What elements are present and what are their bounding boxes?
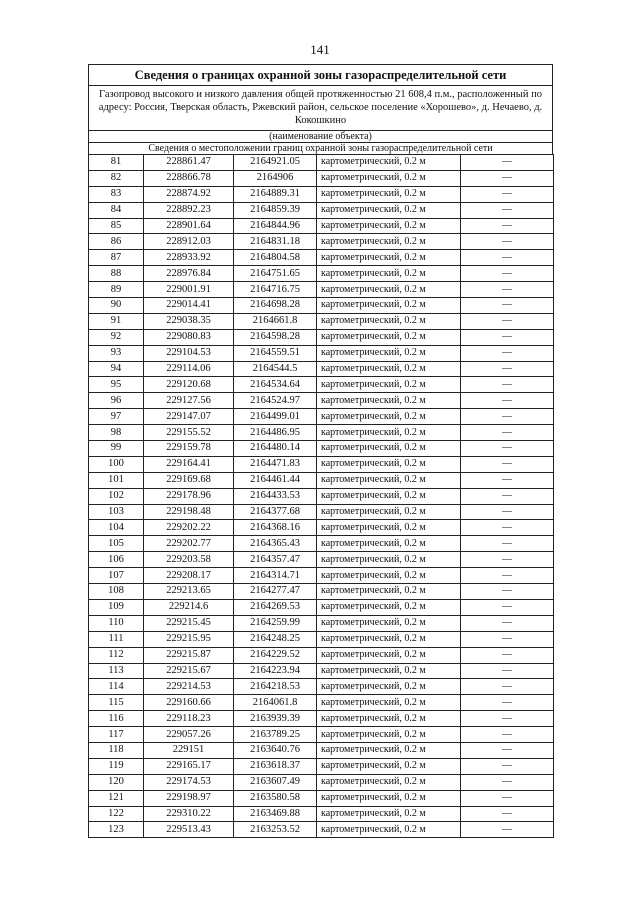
dash-cell: — xyxy=(461,536,554,552)
y-coordinate-cell: 2164314.71 xyxy=(234,568,317,584)
y-coordinate-cell: 2164831.18 xyxy=(234,234,317,250)
table-row xyxy=(89,266,554,282)
method-cell: картометрический, 0.2 м xyxy=(317,663,461,679)
y-coordinate-cell: 2163618.37 xyxy=(234,758,317,774)
table-header xyxy=(88,64,553,154)
table-row xyxy=(89,711,554,727)
table-row xyxy=(89,282,554,298)
method-cell: картометрический, 0.2 м xyxy=(317,472,461,488)
method-cell: картометрический, 0.2 м xyxy=(317,250,461,266)
y-coordinate-cell: 2164544.5 xyxy=(234,361,317,377)
dash-cell: — xyxy=(461,727,554,743)
y-coordinate-cell: 2164480.14 xyxy=(234,441,317,457)
x-coordinate-cell: 229127.56 xyxy=(144,393,234,409)
document-title: Сведения о границах охранной зоны газораспределительной сети xyxy=(89,65,552,86)
point-number-cell: 81 xyxy=(89,155,144,171)
dash-cell: — xyxy=(461,790,554,806)
method-cell: картометрический, 0.2 м xyxy=(317,647,461,663)
dash-cell: — xyxy=(461,615,554,631)
y-coordinate-cell: 2164921.05 xyxy=(234,155,317,171)
point-number-cell: 95 xyxy=(89,377,144,393)
dash-cell: — xyxy=(461,250,554,266)
table-row xyxy=(89,742,554,758)
dash-cell: — xyxy=(461,568,554,584)
point-number-cell: 87 xyxy=(89,250,144,266)
method-cell: картометрический, 0.2 м xyxy=(317,266,461,282)
table-row xyxy=(89,631,554,647)
x-coordinate-cell: 229118.23 xyxy=(144,711,234,727)
x-coordinate-cell: 229203.58 xyxy=(144,552,234,568)
point-number-cell: 117 xyxy=(89,727,144,743)
point-number-cell: 86 xyxy=(89,234,144,250)
y-coordinate-cell: 2163469.88 xyxy=(234,806,317,822)
x-coordinate-cell: 229215.95 xyxy=(144,631,234,647)
method-cell: картометрический, 0.2 м xyxy=(317,822,461,838)
table-row xyxy=(89,377,554,393)
y-coordinate-cell: 2164061.8 xyxy=(234,695,317,711)
method-cell: картометрический, 0.2 м xyxy=(317,234,461,250)
x-coordinate-cell: 229159.78 xyxy=(144,441,234,457)
y-coordinate-cell: 2164277.47 xyxy=(234,584,317,600)
object-description: Газопровод высокого и низкого давления общей протяженностью 21 608,4 п.м., расположенный по адресу: Россия, Тверская область, Ржевский район, сельское поселение «Хорошево», д. Нечаево, д. Кокошкино xyxy=(98,89,543,126)
point-number-cell: 112 xyxy=(89,647,144,663)
method-cell: картометрический, 0.2 м xyxy=(317,504,461,520)
method-cell: картометрический, 0.2 м xyxy=(317,409,461,425)
dash-cell: — xyxy=(461,472,554,488)
table-row xyxy=(89,250,554,266)
table-row xyxy=(89,679,554,695)
point-number-cell: 93 xyxy=(89,345,144,361)
dash-cell: — xyxy=(461,711,554,727)
table-row xyxy=(89,218,554,234)
section-subtitle: Сведения о местоположении границ охранной зоны газораспределительной сети xyxy=(89,142,552,154)
x-coordinate-cell: 229014.41 xyxy=(144,298,234,314)
x-coordinate-cell: 229214.53 xyxy=(144,679,234,695)
method-cell: картометрический, 0.2 м xyxy=(317,345,461,361)
x-coordinate-cell: 229169.68 xyxy=(144,472,234,488)
y-coordinate-cell: 2164223.94 xyxy=(234,663,317,679)
y-coordinate-cell: 2164218.53 xyxy=(234,679,317,695)
x-coordinate-cell: 229202.22 xyxy=(144,520,234,536)
table-row xyxy=(89,536,554,552)
y-coordinate-cell: 2163939.39 xyxy=(234,711,317,727)
x-coordinate-cell: 228861.47 xyxy=(144,155,234,171)
x-coordinate-cell: 229160.66 xyxy=(144,695,234,711)
y-coordinate-cell: 2163607.49 xyxy=(234,774,317,790)
x-coordinate-cell: 229114.06 xyxy=(144,361,234,377)
dash-cell: — xyxy=(461,234,554,250)
y-coordinate-cell: 2164357.47 xyxy=(234,552,317,568)
y-coordinate-cell: 2164229.52 xyxy=(234,647,317,663)
dash-cell: — xyxy=(461,599,554,615)
table-row xyxy=(89,599,554,615)
table-row xyxy=(89,584,554,600)
point-number-cell: 123 xyxy=(89,822,144,838)
table-row xyxy=(89,520,554,536)
point-number-cell: 122 xyxy=(89,806,144,822)
point-number-cell: 106 xyxy=(89,552,144,568)
table-row xyxy=(89,361,554,377)
point-number-cell: 105 xyxy=(89,536,144,552)
table-row xyxy=(89,298,554,314)
point-number-cell: 111 xyxy=(89,631,144,647)
point-number-cell: 99 xyxy=(89,441,144,457)
x-coordinate-cell: 228912.03 xyxy=(144,234,234,250)
table-row xyxy=(89,456,554,472)
y-coordinate-cell: 2164461.44 xyxy=(234,472,317,488)
method-cell: картометрический, 0.2 м xyxy=(317,298,461,314)
point-number-cell: 120 xyxy=(89,774,144,790)
y-coordinate-cell: 2164486.95 xyxy=(234,425,317,441)
x-coordinate-cell: 228892.23 xyxy=(144,202,234,218)
dash-cell: — xyxy=(461,584,554,600)
method-cell: картометрический, 0.2 м xyxy=(317,155,461,171)
y-coordinate-cell: 2163580.58 xyxy=(234,790,317,806)
dash-cell: — xyxy=(461,393,554,409)
method-cell: картометрический, 0.2 м xyxy=(317,631,461,647)
x-coordinate-cell: 229104.53 xyxy=(144,345,234,361)
point-number-cell: 121 xyxy=(89,790,144,806)
dash-cell: — xyxy=(461,298,554,314)
coordinates-table-body xyxy=(89,155,554,838)
dash-cell: — xyxy=(461,806,554,822)
method-cell: картометрический, 0.2 м xyxy=(317,186,461,202)
table-row xyxy=(89,568,554,584)
x-coordinate-cell: 229120.68 xyxy=(144,377,234,393)
x-coordinate-cell: 229215.45 xyxy=(144,615,234,631)
method-cell: картометрический, 0.2 м xyxy=(317,488,461,504)
point-number-cell: 110 xyxy=(89,615,144,631)
table-row xyxy=(89,186,554,202)
y-coordinate-cell: 2164259.99 xyxy=(234,615,317,631)
y-coordinate-cell: 2164368.16 xyxy=(234,520,317,536)
point-number-cell: 107 xyxy=(89,568,144,584)
y-coordinate-cell: 2163789.25 xyxy=(234,727,317,743)
x-coordinate-cell: 228976.84 xyxy=(144,266,234,282)
table-row xyxy=(89,695,554,711)
table-row xyxy=(89,329,554,345)
x-coordinate-cell: 228874.92 xyxy=(144,186,234,202)
coordinates-table xyxy=(88,154,554,838)
method-cell: картометрический, 0.2 м xyxy=(317,329,461,345)
dash-cell: — xyxy=(461,679,554,695)
x-coordinate-cell: 229001.91 xyxy=(144,282,234,298)
point-number-cell: 101 xyxy=(89,472,144,488)
table-row xyxy=(89,425,554,441)
table-row xyxy=(89,552,554,568)
method-cell: картометрический, 0.2 м xyxy=(317,790,461,806)
table-row xyxy=(89,774,554,790)
point-number-cell: 115 xyxy=(89,695,144,711)
method-cell: картометрический, 0.2 м xyxy=(317,695,461,711)
method-cell: картометрический, 0.2 м xyxy=(317,806,461,822)
x-coordinate-cell: 229151 xyxy=(144,742,234,758)
point-number-cell: 108 xyxy=(89,584,144,600)
x-coordinate-cell: 229214.6 xyxy=(144,599,234,615)
dash-cell: — xyxy=(461,441,554,457)
x-coordinate-cell: 229310.22 xyxy=(144,806,234,822)
x-coordinate-cell: 229202.77 xyxy=(144,536,234,552)
table-row xyxy=(89,615,554,631)
x-coordinate-cell: 229147.07 xyxy=(144,409,234,425)
dash-cell: — xyxy=(461,409,554,425)
y-coordinate-cell: 2164269.53 xyxy=(234,599,317,615)
method-cell: картометрический, 0.2 м xyxy=(317,568,461,584)
table-row xyxy=(89,170,554,186)
y-coordinate-cell: 2164248.25 xyxy=(234,631,317,647)
point-number-cell: 88 xyxy=(89,266,144,282)
table-row xyxy=(89,806,554,822)
x-coordinate-cell: 229198.97 xyxy=(144,790,234,806)
method-cell: картометрический, 0.2 м xyxy=(317,758,461,774)
y-coordinate-cell: 2164365.43 xyxy=(234,536,317,552)
table-row xyxy=(89,155,554,171)
method-cell: картометрический, 0.2 м xyxy=(317,456,461,472)
point-number-cell: 91 xyxy=(89,313,144,329)
dash-cell: — xyxy=(461,774,554,790)
method-cell: картометрический, 0.2 м xyxy=(317,742,461,758)
method-cell: картометрический, 0.2 м xyxy=(317,552,461,568)
dash-cell: — xyxy=(461,822,554,838)
dash-cell: — xyxy=(461,186,554,202)
x-coordinate-cell: 229038.35 xyxy=(144,313,234,329)
x-coordinate-cell: 229174.53 xyxy=(144,774,234,790)
table-row xyxy=(89,790,554,806)
table-row xyxy=(89,727,554,743)
dash-cell: — xyxy=(461,488,554,504)
y-coordinate-cell: 2163640.76 xyxy=(234,742,317,758)
dash-cell: — xyxy=(461,329,554,345)
point-number-cell: 85 xyxy=(89,218,144,234)
x-coordinate-cell: 229215.67 xyxy=(144,663,234,679)
method-cell: картометрический, 0.2 м xyxy=(317,727,461,743)
dash-cell: — xyxy=(461,552,554,568)
table-row xyxy=(89,472,554,488)
dash-cell: — xyxy=(461,266,554,282)
dash-cell: — xyxy=(461,663,554,679)
object-caption: (наименование объекта) xyxy=(89,130,552,142)
y-coordinate-cell: 2164559.51 xyxy=(234,345,317,361)
dash-cell: — xyxy=(461,631,554,647)
page-number: 141 xyxy=(310,42,330,57)
table-row xyxy=(89,488,554,504)
dash-cell: — xyxy=(461,361,554,377)
point-number-cell: 97 xyxy=(89,409,144,425)
y-coordinate-cell: 2164661.8 xyxy=(234,313,317,329)
table-row xyxy=(89,822,554,838)
point-number-cell: 113 xyxy=(89,663,144,679)
method-cell: картометрический, 0.2 м xyxy=(317,536,461,552)
dash-cell: — xyxy=(461,313,554,329)
dash-cell: — xyxy=(461,520,554,536)
dash-cell: — xyxy=(461,647,554,663)
table-row xyxy=(89,504,554,520)
dash-cell: — xyxy=(461,504,554,520)
table-row xyxy=(89,313,554,329)
y-coordinate-cell: 2164433.53 xyxy=(234,488,317,504)
dash-cell: — xyxy=(461,155,554,171)
x-coordinate-cell: 228933.92 xyxy=(144,250,234,266)
x-coordinate-cell: 229057.26 xyxy=(144,727,234,743)
method-cell: картометрический, 0.2 м xyxy=(317,425,461,441)
y-coordinate-cell: 2164377.68 xyxy=(234,504,317,520)
point-number-cell: 98 xyxy=(89,425,144,441)
point-number-cell: 94 xyxy=(89,361,144,377)
x-coordinate-cell: 229208.17 xyxy=(144,568,234,584)
point-number-cell: 118 xyxy=(89,742,144,758)
method-cell: картометрический, 0.2 м xyxy=(317,615,461,631)
x-coordinate-cell: 229178.96 xyxy=(144,488,234,504)
dash-cell: — xyxy=(461,377,554,393)
method-cell: картометрический, 0.2 м xyxy=(317,584,461,600)
method-cell: картометрический, 0.2 м xyxy=(317,599,461,615)
y-coordinate-cell: 2164598.28 xyxy=(234,329,317,345)
x-coordinate-cell: 229198.48 xyxy=(144,504,234,520)
point-number-cell: 82 xyxy=(89,170,144,186)
point-number-cell: 119 xyxy=(89,758,144,774)
point-number-cell: 114 xyxy=(89,679,144,695)
y-coordinate-cell: 2164534.64 xyxy=(234,377,317,393)
y-coordinate-cell: 2164751.65 xyxy=(234,266,317,282)
point-number-cell: 100 xyxy=(89,456,144,472)
x-coordinate-cell: 228866.78 xyxy=(144,170,234,186)
dash-cell: — xyxy=(461,758,554,774)
table-row xyxy=(89,409,554,425)
x-coordinate-cell: 229513.43 xyxy=(144,822,234,838)
y-coordinate-cell: 2163253.52 xyxy=(234,822,317,838)
x-coordinate-cell: 229155.52 xyxy=(144,425,234,441)
y-coordinate-cell: 2164716.75 xyxy=(234,282,317,298)
method-cell: картометрический, 0.2 м xyxy=(317,679,461,695)
table-row xyxy=(89,345,554,361)
y-coordinate-cell: 2164524.97 xyxy=(234,393,317,409)
y-coordinate-cell: 2164471.83 xyxy=(234,456,317,472)
dash-cell: — xyxy=(461,425,554,441)
x-coordinate-cell: 229080.83 xyxy=(144,329,234,345)
method-cell: картометрический, 0.2 м xyxy=(317,774,461,790)
dash-cell: — xyxy=(461,218,554,234)
x-coordinate-cell: 229213.65 xyxy=(144,584,234,600)
y-coordinate-cell: 2164889.31 xyxy=(234,186,317,202)
method-cell: картометрический, 0.2 м xyxy=(317,520,461,536)
method-cell: картометрический, 0.2 м xyxy=(317,441,461,457)
point-number-cell: 92 xyxy=(89,329,144,345)
point-number-cell: 102 xyxy=(89,488,144,504)
y-coordinate-cell: 2164844.96 xyxy=(234,218,317,234)
table-row xyxy=(89,663,554,679)
y-coordinate-cell: 2164698.28 xyxy=(234,298,317,314)
dash-cell: — xyxy=(461,345,554,361)
y-coordinate-cell: 2164499.01 xyxy=(234,409,317,425)
table-row xyxy=(89,647,554,663)
y-coordinate-cell: 2164859.39 xyxy=(234,202,317,218)
point-number-cell: 90 xyxy=(89,298,144,314)
method-cell: картометрический, 0.2 м xyxy=(317,393,461,409)
x-coordinate-cell: 229165.17 xyxy=(144,758,234,774)
document-body xyxy=(88,64,553,838)
y-coordinate-cell: 2164804.58 xyxy=(234,250,317,266)
point-number-cell: 116 xyxy=(89,711,144,727)
x-coordinate-cell: 229215.87 xyxy=(144,647,234,663)
x-coordinate-cell: 228901.64 xyxy=(144,218,234,234)
point-number-cell: 109 xyxy=(89,599,144,615)
x-coordinate-cell: 229164.41 xyxy=(144,456,234,472)
point-number-cell: 96 xyxy=(89,393,144,409)
method-cell: картометрический, 0.2 м xyxy=(317,282,461,298)
point-number-cell: 104 xyxy=(89,520,144,536)
dash-cell: — xyxy=(461,742,554,758)
dash-cell: — xyxy=(461,282,554,298)
dash-cell: — xyxy=(461,456,554,472)
point-number-cell: 84 xyxy=(89,202,144,218)
table-row xyxy=(89,441,554,457)
method-cell: картометрический, 0.2 м xyxy=(317,377,461,393)
method-cell: картометрический, 0.2 м xyxy=(317,711,461,727)
table-row xyxy=(89,234,554,250)
dash-cell: — xyxy=(461,695,554,711)
method-cell: картометрический, 0.2 м xyxy=(317,361,461,377)
y-coordinate-cell: 2164906 xyxy=(234,170,317,186)
method-cell: картометрический, 0.2 м xyxy=(317,170,461,186)
table-row xyxy=(89,202,554,218)
table-row xyxy=(89,393,554,409)
dash-cell: — xyxy=(461,202,554,218)
dash-cell: — xyxy=(461,170,554,186)
point-number-cell: 103 xyxy=(89,504,144,520)
point-number-cell: 83 xyxy=(89,186,144,202)
point-number-cell: 89 xyxy=(89,282,144,298)
method-cell: картометрический, 0.2 м xyxy=(317,202,461,218)
table-row xyxy=(89,758,554,774)
method-cell: картометрический, 0.2 м xyxy=(317,313,461,329)
method-cell: картометрический, 0.2 м xyxy=(317,218,461,234)
